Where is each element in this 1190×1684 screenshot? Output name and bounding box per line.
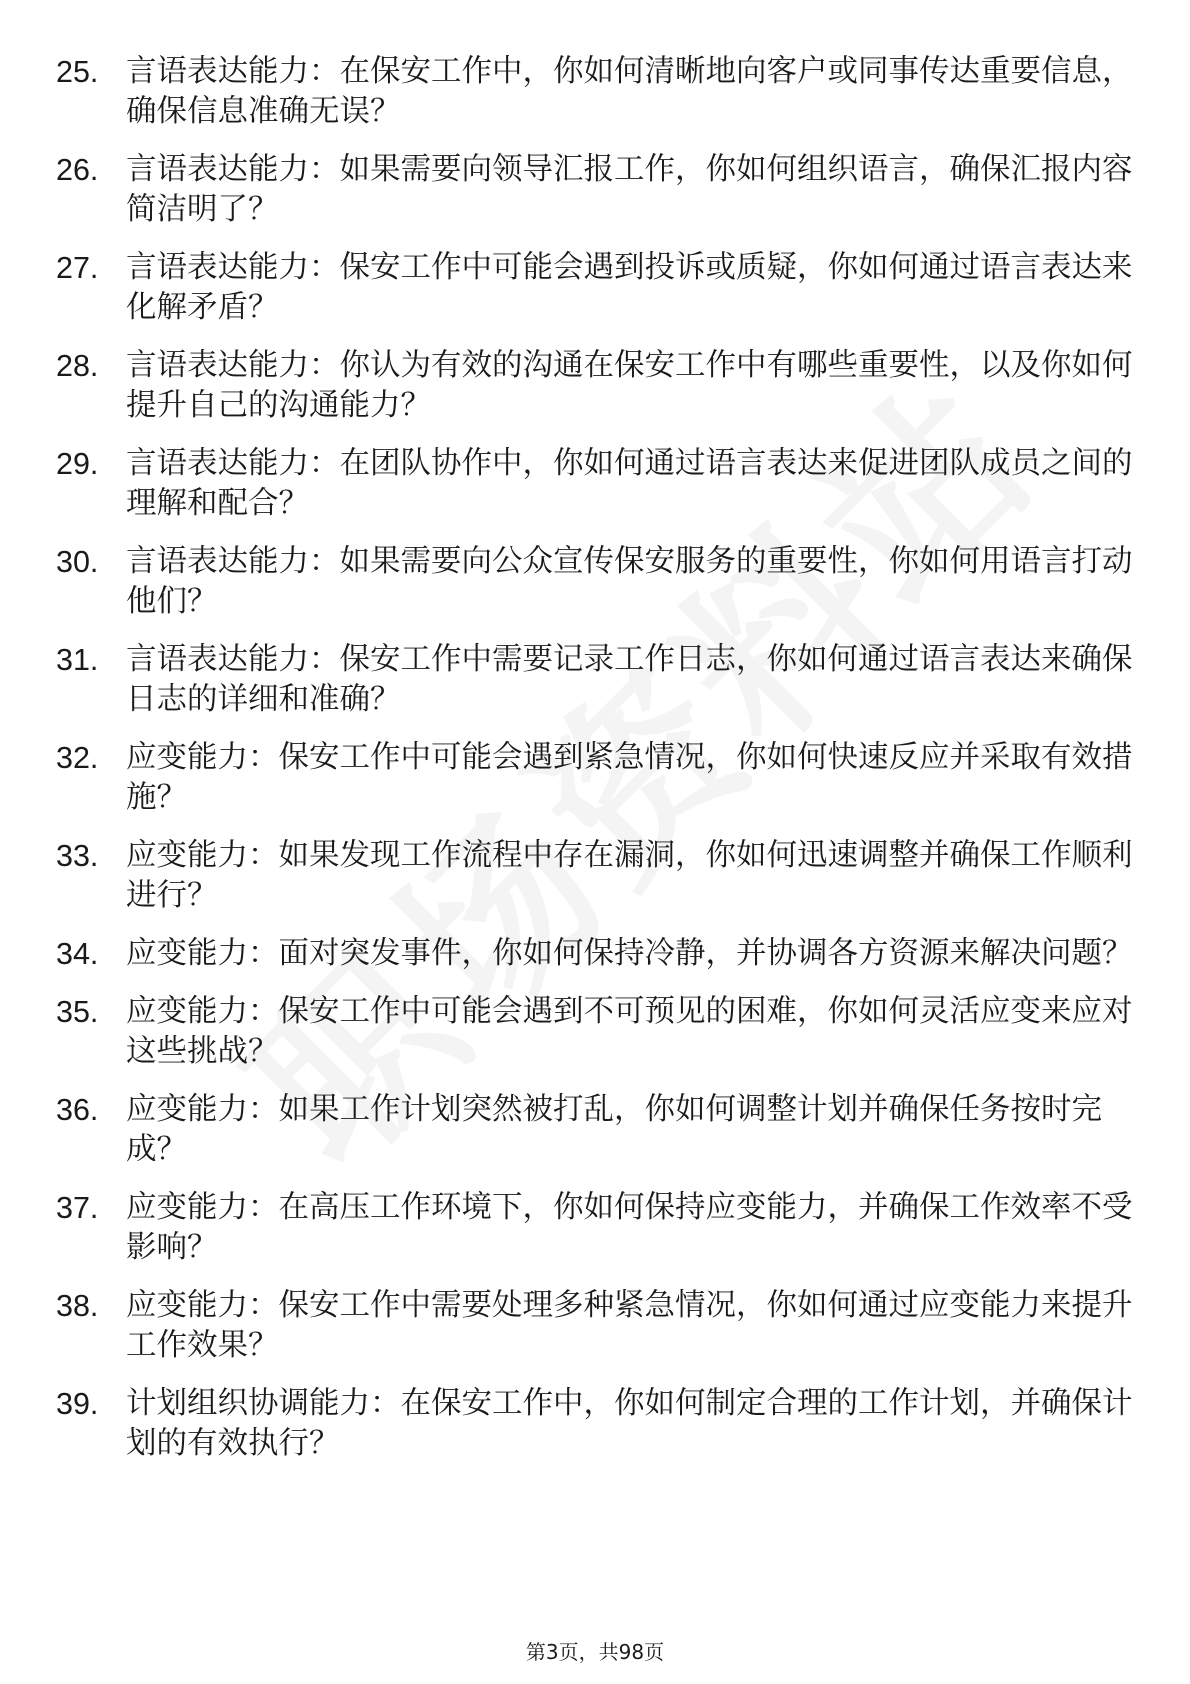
question-number: 35.: [56, 995, 99, 1029]
question-text: 言语表达能力：你认为有效的沟通在保安工作中有哪些重要性，以及你如何提升自己的沟通能力？: [126, 348, 1133, 423]
question-text: 应变能力：保安工作中可能会遇到紧急情况，你如何快速反应并采取有效措施？: [126, 740, 1133, 815]
question-item: [56, 738, 1136, 818]
question-number: 26.: [56, 153, 99, 187]
question-number: 38.: [56, 1289, 99, 1323]
question-text: 应变能力：面对突发事件，你如何保持冷静，并协调各方资源来解决问题？: [126, 936, 1133, 971]
question-text: 应变能力：如果工作计划突然被打乱，你如何调整计划并确保任务按时完成？: [126, 1092, 1102, 1167]
question-text: 言语表达能力：在团队协作中，你如何通过语言表达来促进团队成员之间的理解和配合？: [126, 446, 1133, 521]
question-text: 应变能力：保安工作中可能会遇到不可预见的困难，你如何灵活应变来应对这些挑战？: [126, 994, 1133, 1069]
question-text: 言语表达能力：保安工作中可能会遇到投诉或质疑，你如何通过语言表达来化解矛盾？: [126, 250, 1133, 325]
question-item: [56, 52, 1136, 132]
question-number: 32.: [56, 741, 99, 775]
question-number: 27.: [56, 251, 99, 285]
question-item: [56, 836, 1136, 916]
question-text: 应变能力：保安工作中需要处理多种紧急情况，你如何通过应变能力来提升工作效果？: [126, 1288, 1133, 1363]
question-list: [56, 52, 1136, 1482]
question-text: 言语表达能力：如果需要向公众宣传保安服务的重要性，你如何用语言打动他们？: [126, 544, 1133, 619]
question-item: [56, 1090, 1136, 1170]
question-item: [56, 150, 1136, 230]
question-number: 37.: [56, 1191, 99, 1225]
question-number: 28.: [56, 349, 99, 383]
question-item: [56, 1188, 1136, 1268]
page-footer: 第3页，共98页: [525, 1640, 665, 1664]
question-item: [56, 1384, 1136, 1464]
question-number: 25.: [56, 55, 99, 89]
question-item: [56, 1286, 1136, 1366]
question-item: [56, 444, 1136, 524]
question-number: 34.: [56, 937, 99, 971]
question-number: 33.: [56, 839, 99, 873]
question-item: [56, 640, 1136, 720]
question-number: 31.: [56, 643, 99, 677]
question-number: 39.: [56, 1387, 99, 1421]
question-number: 30.: [56, 545, 99, 579]
question-item: [56, 992, 1136, 1072]
question-text: 言语表达能力：保安工作中需要记录工作日志，你如何通过语言表达来确保日志的详细和准确？: [126, 642, 1133, 717]
question-text: 应变能力：在高压工作环境下，你如何保持应变能力，并确保工作效率不受影响？: [126, 1190, 1133, 1265]
question-text: 应变能力：如果发现工作流程中存在漏洞，你如何迅速调整并确保工作顺利进行？: [126, 838, 1133, 913]
question-text: 言语表达能力：如果需要向领导汇报工作，你如何组织语言，确保汇报内容简洁明了？: [126, 152, 1133, 227]
question-text: 计划组织协调能力：在保安工作中，你如何制定合理的工作计划，并确保计划的有效执行？: [126, 1386, 1133, 1461]
question-text: 言语表达能力：在保安工作中，你如何清晰地向客户或同事传达重要信息，确保信息准确无误？: [126, 54, 1133, 129]
question-item: [56, 934, 1136, 974]
question-number: 36.: [56, 1093, 99, 1127]
question-item: [56, 542, 1136, 622]
question-item: [56, 248, 1136, 328]
question-number: 29.: [56, 447, 99, 481]
question-item: [56, 346, 1136, 426]
